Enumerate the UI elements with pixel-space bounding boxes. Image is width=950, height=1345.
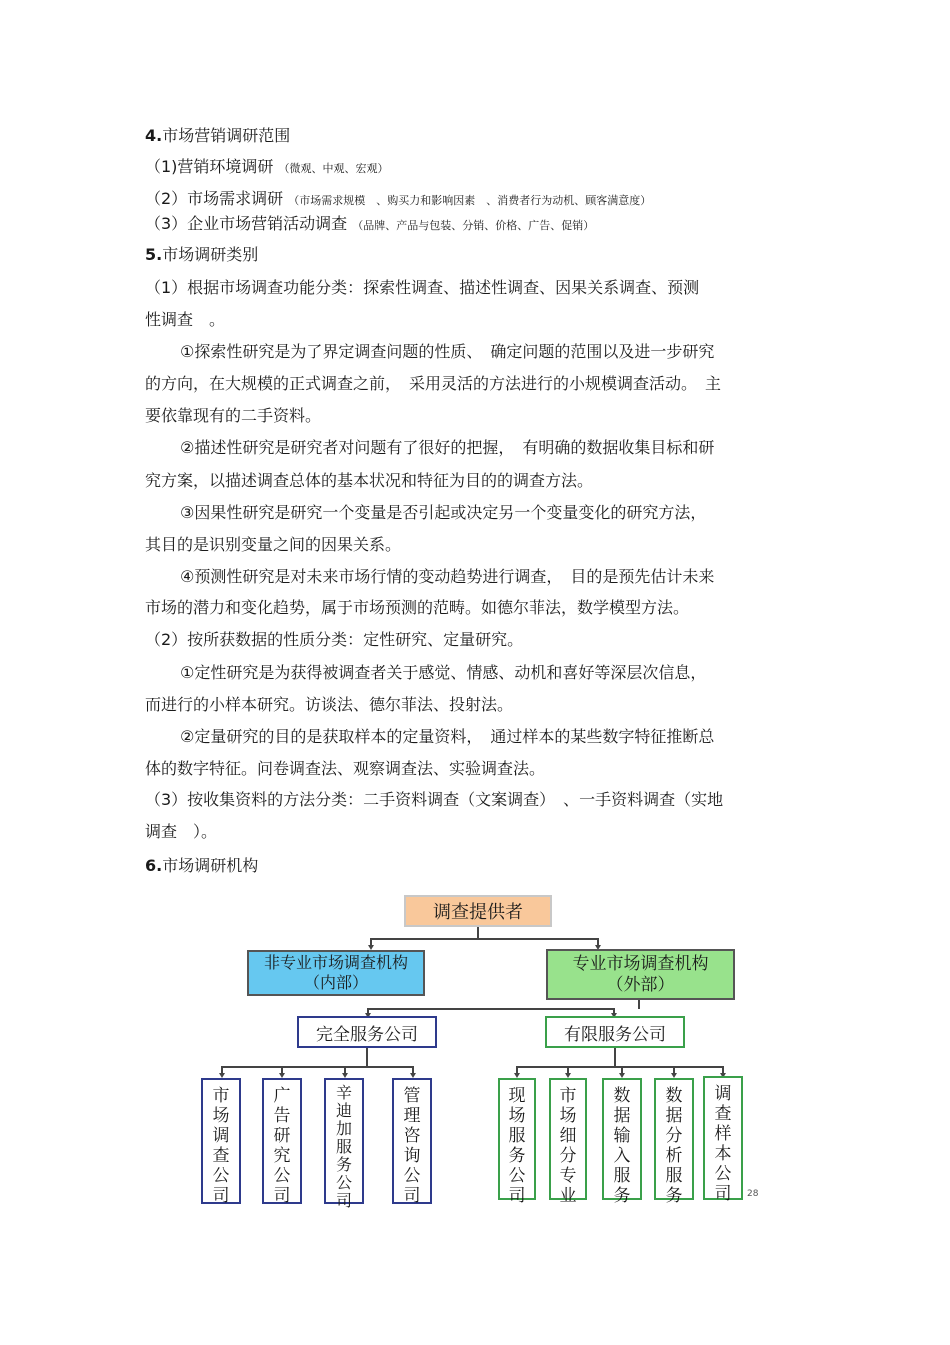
limited-service-box: 有限服务公司 bbox=[545, 1016, 685, 1048]
external-agency-label: 专业市场调查机构 bbox=[572, 953, 709, 974]
leaf-syndicated-service-co: 辛迪加服务公司 bbox=[324, 1078, 364, 1204]
body-line: （1）根据市场调查功能分类：探索性调查、描述性调查、因果关系调查、预测 bbox=[145, 278, 700, 297]
body-line: ②定量研究的目的是获取样本的定量资料， 通过样本的某些数字特征推断总 bbox=[180, 727, 715, 746]
leaf-market-segment-specialist: 市场细分专业 bbox=[549, 1078, 587, 1200]
connector bbox=[370, 938, 599, 940]
connector bbox=[367, 1008, 615, 1010]
body-line: ②描述性研究是研究者对问题有了很好的把握， 有明确的数据收集目标和研 bbox=[180, 438, 715, 457]
leaf-management-consulting-co: 管理咨询公司 bbox=[392, 1078, 432, 1204]
scope-item-3: （3）企业市场营销活动调查 （品牌、产品与包装、分销、价格、广告、促销） bbox=[145, 214, 595, 233]
section-4-heading: 4.市场营销调研范围 bbox=[145, 126, 291, 145]
scope-item-1: （1)营销环境调研 （微观、中观、宏观） bbox=[145, 157, 389, 176]
internal-agency-box bbox=[247, 950, 425, 996]
body-line: ①探索性研究是为了界定调查问题的性质、 确定问题的范围以及进一步研究 bbox=[180, 342, 715, 361]
section-5-heading: 5.市场调研类别 bbox=[145, 245, 259, 264]
leaf-data-entry-service: 数据输入服务 bbox=[602, 1078, 642, 1200]
connector bbox=[366, 1048, 368, 1067]
leaf-data-analysis-service: 数据分析服务 bbox=[654, 1078, 694, 1200]
connector bbox=[221, 1066, 414, 1068]
section-6-heading: 6.市场调研机构 bbox=[145, 856, 259, 875]
body-line: 的方向，在大规模的正式调查之前， 采用灵活的方法进行的小规模调查活动。 主 bbox=[145, 374, 722, 393]
leaf-field-service-co: 现场服务公司 bbox=[498, 1078, 536, 1200]
connector bbox=[516, 1066, 724, 1068]
external-agency-sub: （外部） bbox=[606, 974, 675, 995]
full-service-box: 完全服务公司 bbox=[297, 1016, 437, 1048]
root-box: 调查提供者 bbox=[404, 895, 552, 927]
body-line: 究方案，以描述调查总体的基本状况和特征为目的的调查方法。 bbox=[145, 471, 594, 490]
external-agency-box bbox=[546, 949, 735, 1000]
body-line: ④预测性研究是对未来市场行情的变动趋势进行调查， 目的是预先估计未来 bbox=[180, 567, 715, 586]
internal-agency-sub: （内部） bbox=[303, 973, 368, 992]
body-line: 而进行的小样本研究。访谈法、德尔菲法、投射法。 bbox=[145, 695, 514, 714]
internal-agency-label: 非专业市场调查机构 bbox=[263, 953, 408, 972]
body-line: 调查 ）。 bbox=[145, 822, 218, 841]
leaf-survey-sample-co: 调查样本公司 bbox=[703, 1076, 743, 1200]
connector bbox=[614, 1048, 616, 1067]
body-line: （2）按所获数据的性质分类：定性研究、定量研究。 bbox=[145, 630, 524, 649]
body-line: 市场的潜力和变化趋势，属于市场预测的范畴。如德尔菲法，数学模型方法。 bbox=[145, 598, 690, 617]
scope-item-2: （2）市场需求调研 （市场需求规模 、购买力和影响因素 、消费者行为动机、顾客满意度） bbox=[145, 189, 652, 208]
body-line: 要依靠现有的二手资料。 bbox=[145, 406, 322, 425]
body-line: ③因果性研究是研究一个变量是否引起或决定另一个变量变化的研究方法， bbox=[180, 503, 707, 522]
page-number: 28 bbox=[747, 1189, 759, 1199]
leaf-market-research-co: 市场调查公司 bbox=[201, 1078, 241, 1204]
body-line: （3）按收集资料的方法分类：二手资料调查（文案调查） 、一手资料调查（实地 bbox=[145, 790, 724, 809]
connector bbox=[638, 1000, 640, 1009]
body-line: 性调查 。 bbox=[145, 310, 226, 329]
body-line: 其目的是识别变量之间的因果关系。 bbox=[145, 535, 402, 554]
body-line: ①定性研究是为获得被调查者关于感觉、情感、动机和喜好等深层次信息， bbox=[180, 663, 707, 682]
leaf-ad-research-co: 广告研究公司 bbox=[262, 1078, 302, 1204]
body-line: 体的数字特征。问卷调查法、观察调查法、实验调查法。 bbox=[145, 759, 546, 778]
